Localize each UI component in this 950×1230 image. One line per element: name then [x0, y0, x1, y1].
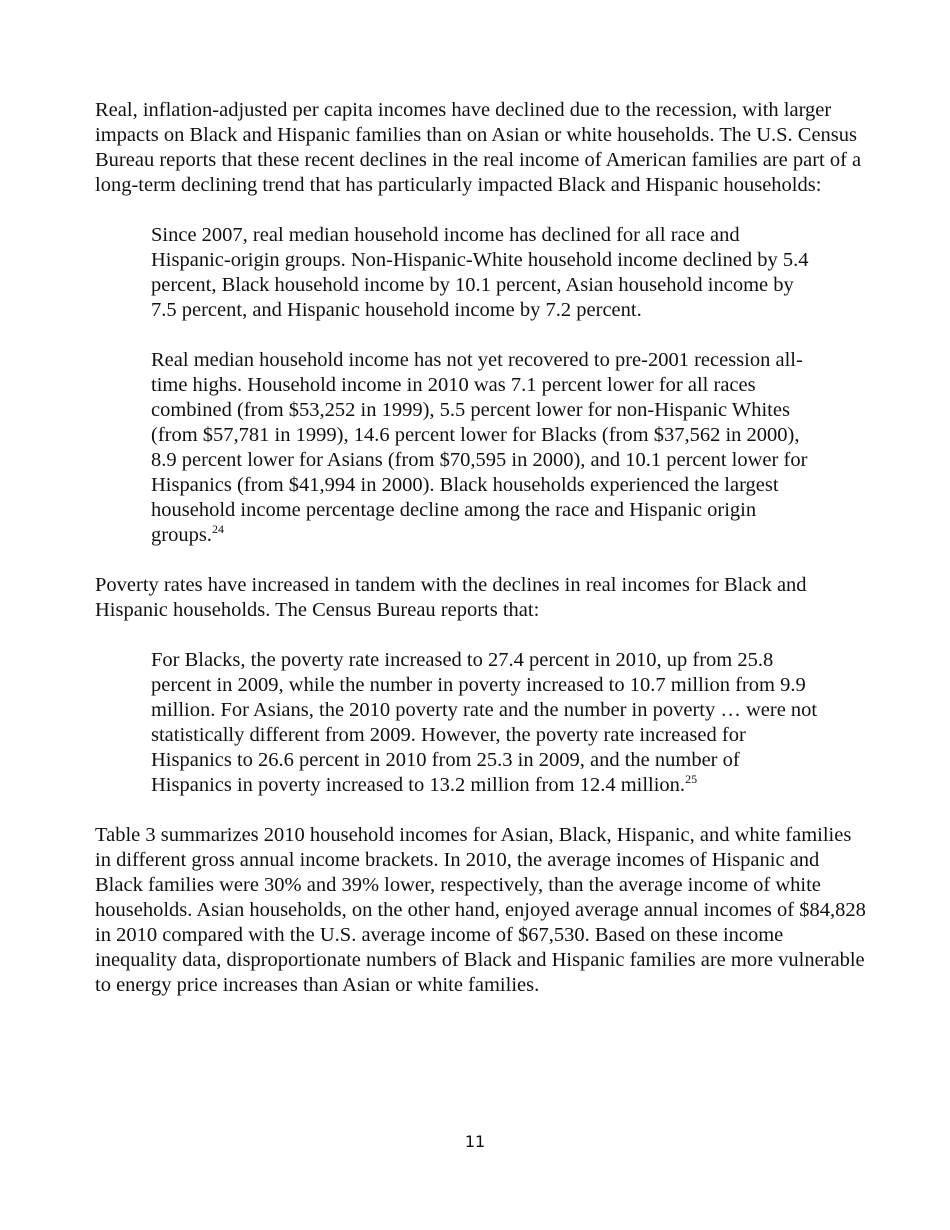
- block-quote-pre-recession-highs: [151, 348, 821, 548]
- block-quote-poverty-statistics: [151, 648, 821, 798]
- footnote-marker-24[interactable]: 24: [211, 522, 224, 537]
- body-paragraph-poverty-rates: Poverty rates have increased in tandem with the declines in real incomes for Black and Hispanic households. The Census Bureau reports that:: [95, 574, 807, 621]
- body-paragraph-table-3-summary: Table 3 summarizes 2010 household incomes for Asian, Black, Hispanic, and white families in different gross annual income brackets. In 2010, the average incomes of Hispanic and Black families were 30% and 39% lower, respectively, than the average income of white households. Asian households, on the other hand, enjoyed average annual incomes of $84,828 in 2010 compared with the U.S. average income of $67,530. Based on these income inequality data, disproportionate numbers of Black and Hispanic families are more vulnerable to energy price increases than Asian or white families.: [95, 824, 866, 996]
- document-page: [95, 98, 870, 998]
- body-paragraph-income-decline: Real, inflation-adjusted per capita incomes have declined due to the recession, with larger impacts on Black and Hispanic families than on Asian or white households. The U.S. Census Bureau reports that these recent declines in the real income of American families are part of a long-term declining trend that has particularly impacted Black and Hispanic households:: [95, 99, 862, 196]
- block-quote-median-income-decline: Since 2007, real median household income has declined for all race and Hispanic-origin groups. Non-Hispanic-White household income declined by 5.4 percent, Black household income by 10.1 percent, Asian household income by 7.5 percent, and Hispanic household income by 7.2 percent.: [151, 224, 809, 321]
- block-quote-pre-recession-text: Real median household income has not yet recovered to pre-2001 recession all-time highs. Household income in 2010 was 7.1 percent lower for all races combined (from $53,252 in 1999), 5.5 percent lower for non-Hispanic Whites (from $57,781 in 1999), 14.6 percent lower for Blacks (from $37,562 in 2000), 8.9 percent lower for Asians (from $70,595 in 2000), and 10.1 percent lower for Hispanics (from $41,994 in 2000). Black households experienced the largest household income percentage decline among the race and Hispanic origin groups.: [151, 349, 808, 546]
- block-quote-poverty-text: For Blacks, the poverty rate increased to 27.4 percent in 2010, up from 25.8 percent in 2009, while the number in poverty increased to 10.7 million from 9.9 million. For Asians, the 2010 poverty rate and the number in poverty … were not statistically different from 2009. However, the poverty rate increased for Hispanics to 26.6 percent in 2010 from 25.3 in 2009, and the number of Hispanics in poverty increased to 13.2 million from 12.4 million.: [151, 649, 818, 796]
- page-number: 11: [464, 1132, 486, 1151]
- footnote-marker-25[interactable]: 25: [685, 772, 698, 787]
